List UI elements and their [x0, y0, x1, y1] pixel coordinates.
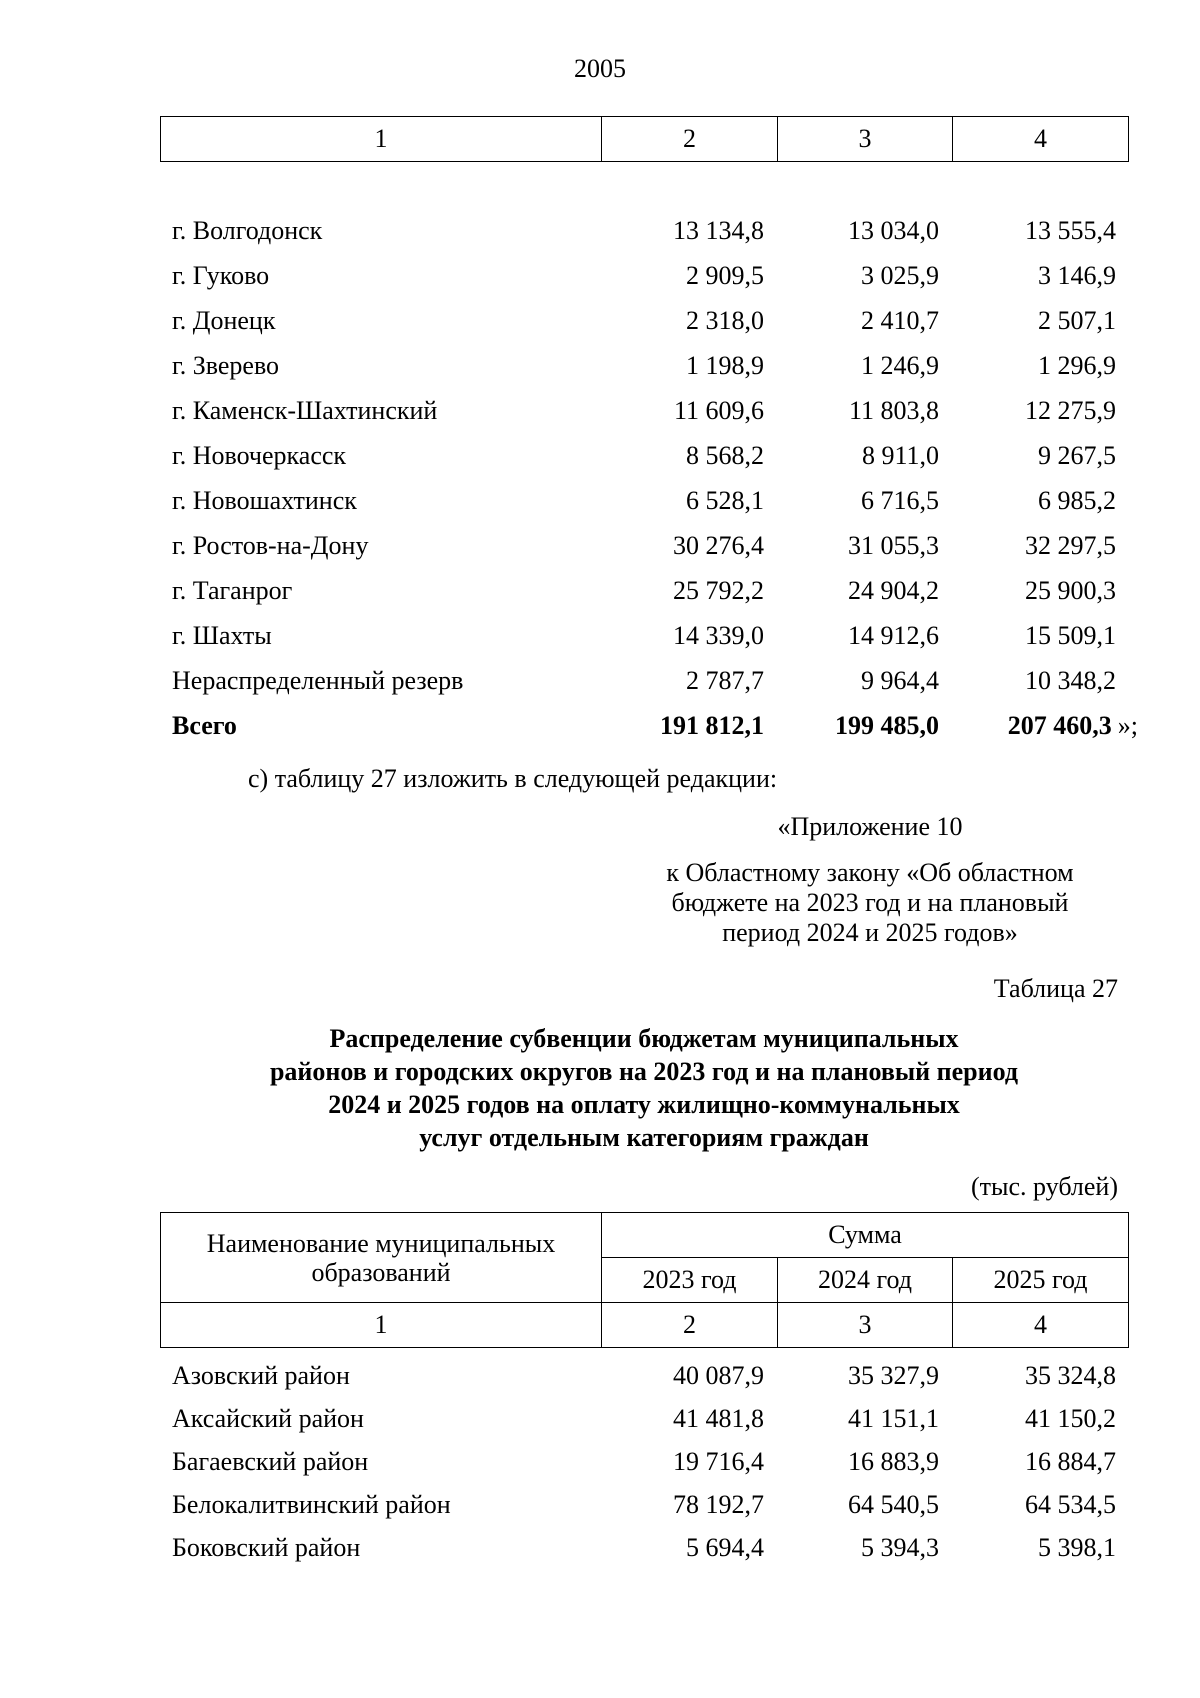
value-2025: 12 275,9 — [1025, 396, 1116, 425]
table-row — [160, 433, 1128, 478]
row-name: Багаевский район — [172, 1447, 369, 1476]
value-2023: 2 318,0 — [686, 306, 764, 335]
value-2025: 41 150,2 — [1025, 1404, 1116, 1433]
value-2023: 5 694,4 — [686, 1533, 764, 1562]
header-name-line-1: Наименование муниципальных — [206, 1228, 556, 1258]
title-line: услуг отдельным категориям граждан — [419, 1123, 869, 1152]
row-name: г. Новочеркасск — [172, 441, 347, 470]
value-2023: 1 198,9 — [686, 351, 764, 380]
row-name: г. Волгодонск — [172, 216, 323, 245]
header-name-line-2: образований — [311, 1257, 451, 1287]
annex-line-4: период 2024 и 2025 годов» — [722, 918, 1018, 947]
row-name: г. Каменск-Шахтинский — [172, 396, 438, 425]
value-2024: 9 964,4 — [861, 666, 939, 695]
value-2024: 14 912,6 — [848, 621, 939, 650]
value-2024: 24 904,2 — [848, 576, 939, 605]
value-2023: 14 339,0 — [673, 621, 764, 650]
table-row — [160, 298, 1128, 343]
table-row — [160, 1483, 1128, 1526]
column-number-3: 3 — [778, 117, 953, 162]
row-name: г. Ростов-на-Дону — [172, 531, 369, 560]
value-2024: 35 327,9 — [848, 1361, 939, 1390]
column-number-4: 4 — [953, 117, 1129, 162]
row-name: г. Донецк — [172, 306, 276, 335]
instruction-text: с) таблицу 27 изложить в следующей редакции: — [248, 764, 778, 793]
value-2024: 11 803,8 — [848, 396, 939, 425]
closing-quote: »; — [1117, 711, 1138, 740]
row-name: г. Шахты — [172, 621, 272, 650]
header-year-2024: 2024 год — [778, 1258, 953, 1303]
value-2023: 2 787,7 — [686, 666, 764, 695]
column-number-1: 1 — [161, 1303, 602, 1348]
column-number-2: 2 — [602, 117, 778, 162]
value-2024: 2 410,7 — [861, 306, 939, 335]
value-2025: 3 146,9 — [1038, 261, 1116, 290]
value-2023: 19 716,4 — [673, 1447, 764, 1476]
row-name: Аксайский район — [172, 1404, 364, 1433]
top-table-column-numbers — [160, 116, 1129, 162]
table-row — [160, 1354, 1128, 1397]
table-label: Таблица 27 — [993, 974, 1118, 1003]
value-2025: 16 884,7 — [1025, 1447, 1116, 1476]
value-2024: 5 394,3 — [861, 1533, 939, 1562]
table-row — [160, 343, 1128, 388]
value-2025: 6 985,2 — [1038, 486, 1116, 515]
value-2023: 78 192,7 — [673, 1490, 764, 1519]
value-2023: 30 276,4 — [673, 531, 764, 560]
value-2025: 35 324,8 — [1025, 1361, 1116, 1390]
annex-line-3: бюджете на 2023 год и на плановый — [671, 888, 1069, 917]
title-line: Распределение субвенции бюджетам муниципальных — [329, 1024, 959, 1053]
row-name: г. Гуково — [172, 261, 270, 290]
page-number: 2005 — [574, 54, 626, 83]
value-2024: 13 034,0 — [848, 216, 939, 245]
value-2024: 31 055,3 — [848, 531, 939, 560]
header-municipality — [161, 1213, 602, 1303]
value-2024: 6 716,5 — [861, 486, 939, 515]
value-2024: 16 883,9 — [848, 1447, 939, 1476]
value-2025: 5 398,1 — [1038, 1533, 1116, 1562]
units-label: (тыс. рублей) — [970, 1172, 1118, 1201]
value-2024: 3 025,9 — [861, 261, 939, 290]
table-row — [160, 388, 1128, 433]
row-name: г. Зверево — [172, 351, 280, 380]
header-year-2023: 2023 год — [602, 1258, 778, 1303]
row-name: Азовский район — [172, 1361, 350, 1390]
value-2025: 32 297,5 — [1025, 531, 1116, 560]
total-label: Всего — [172, 711, 237, 740]
header-year-2025: 2025 год — [953, 1258, 1129, 1303]
row-name: Белокалитвинский район — [172, 1490, 451, 1519]
value-2025: 25 900,3 — [1025, 576, 1116, 605]
table-row — [160, 1397, 1128, 1440]
value-2025: 1 296,9 — [1038, 351, 1116, 380]
table-row — [160, 1526, 1128, 1569]
table-row — [160, 208, 1128, 253]
annex-line-1: «Приложение 10 — [777, 812, 963, 841]
value-2023: 40 087,9 — [673, 1361, 764, 1390]
value-2023: 2 909,5 — [686, 261, 764, 290]
value-2024: 8 911,0 — [861, 441, 939, 470]
value-2023: 41 481,8 — [673, 1404, 764, 1433]
value-2025: 13 555,4 — [1025, 216, 1116, 245]
table-title — [160, 1022, 1128, 1154]
table-row — [160, 523, 1128, 568]
total-2025-value: 207 460,3 — [1007, 711, 1112, 740]
value-2023: 6 528,1 — [686, 486, 764, 515]
top-table-body — [160, 208, 1138, 748]
bottom-table-body — [160, 1354, 1128, 1569]
bottom-table-header — [160, 1212, 1129, 1348]
header-sum: Сумма — [602, 1213, 1129, 1258]
row-name: г. Таганрог — [172, 576, 293, 605]
row-name: Нераспределенный резерв — [172, 666, 464, 695]
value-2025: 64 534,5 — [1025, 1490, 1116, 1519]
row-name: г. Новошахтинск — [172, 486, 357, 515]
value-2023: 8 568,2 — [686, 441, 764, 470]
table-row — [160, 253, 1128, 298]
value-2025: 9 267,5 — [1038, 441, 1116, 470]
title-line: районов и городских округов на 2023 год и на плановый период — [269, 1057, 1019, 1086]
column-number-4: 4 — [953, 1303, 1129, 1348]
value-2024: 41 151,1 — [848, 1404, 939, 1433]
row-name: Боковский район — [172, 1533, 361, 1562]
column-number-3: 3 — [778, 1303, 953, 1348]
table-row — [160, 478, 1128, 523]
total-2025 — [1008, 703, 1138, 748]
column-number-2: 2 — [602, 1303, 778, 1348]
table-row — [160, 613, 1128, 658]
value-2024: 64 540,5 — [848, 1490, 939, 1519]
table-row — [160, 1440, 1128, 1483]
value-2023: 25 792,2 — [673, 576, 764, 605]
value-2023: 13 134,8 — [673, 216, 764, 245]
value-2025: 10 348,2 — [1025, 666, 1116, 695]
value-2024: 1 246,9 — [861, 351, 939, 380]
column-number-1: 1 — [161, 117, 602, 162]
table-row — [160, 658, 1128, 703]
annex-line-2: к Областному закону «Об областном — [666, 858, 1074, 887]
title-line: 2024 и 2025 годов на оплату жилищно-коммунальных — [328, 1090, 960, 1119]
total-2024: 199 485,0 — [835, 711, 939, 740]
table-row — [160, 568, 1128, 613]
value-2023: 11 609,6 — [673, 396, 764, 425]
value-2025: 15 509,1 — [1025, 621, 1116, 650]
total-2023: 191 812,1 — [660, 711, 764, 740]
total-row — [160, 703, 1138, 748]
value-2025: 2 507,1 — [1038, 306, 1116, 335]
